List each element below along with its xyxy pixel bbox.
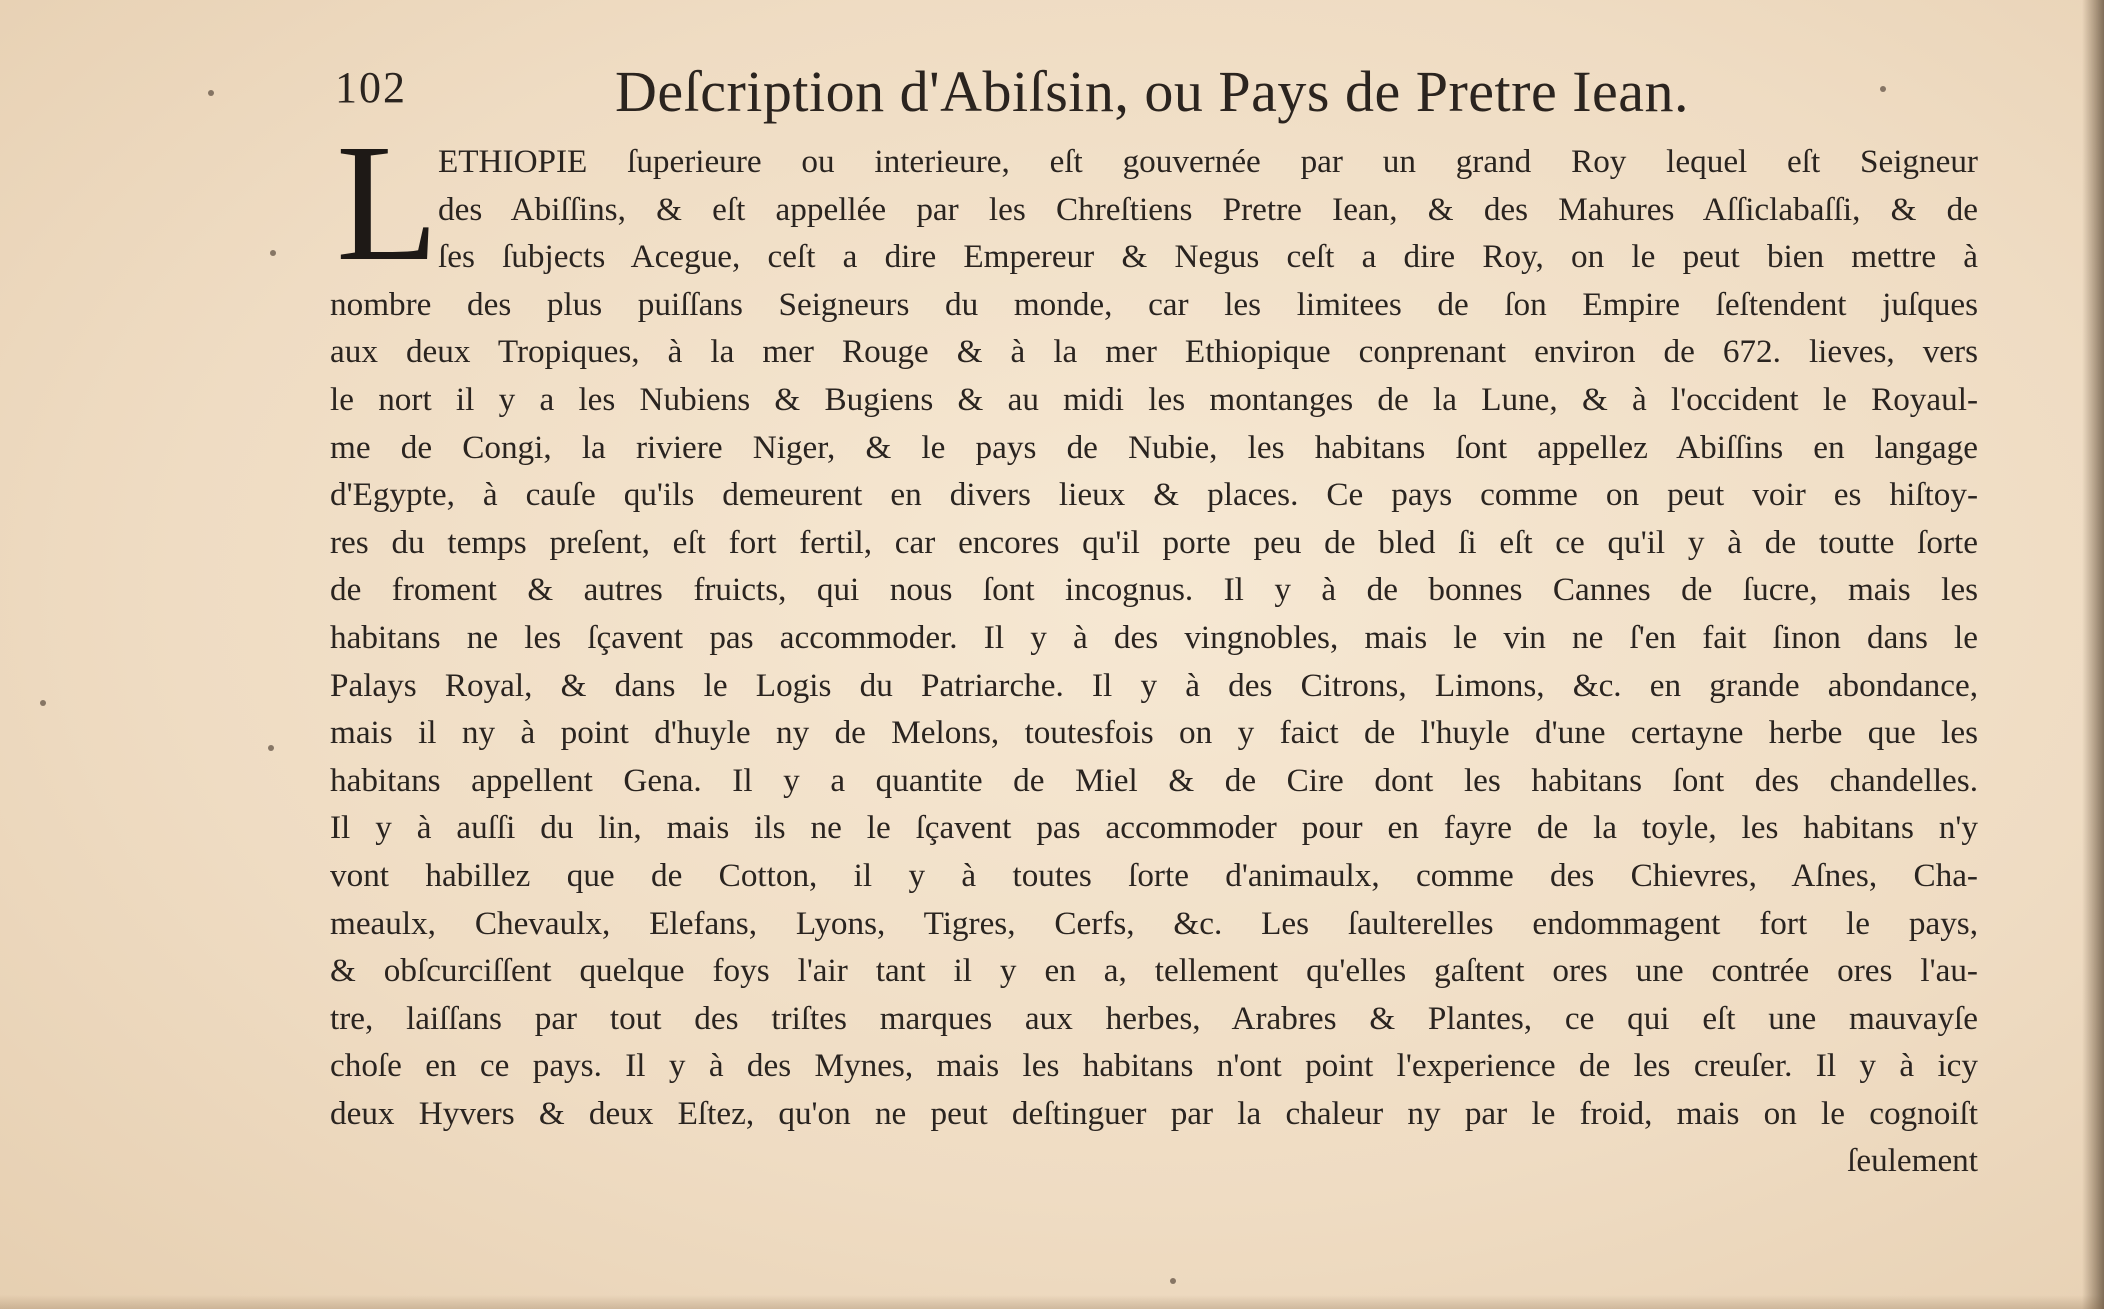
text-line: d'Egypte, à cauſe qu'ils demeurent en divers lieux & places. Ce pays comme on peut voir es hiſtoy- [330,476,1978,514]
text-line: habitans appellent Gena. Il y a quantite de Miel & de Cire dont les habitans ſont des chandelles. [330,761,1978,799]
catchword: ſeulement [1847,1142,1978,1180]
page-header [335,58,1835,128]
text-line: me de Congi, la riviere Niger, & le pays de Nubie, les habitans ſont appellez Abiſſins en langage [330,428,1978,466]
text-line: choſe en ce pays. Il y à des Mynes, mais les habitans n'ont point l'experience de les creuſer. Il y à icy [330,1047,1978,1085]
text-line: aux deux Tropiques, à la mer Rouge & à la mer Ethiopique conprenant environ de 672. lieves, vers [330,333,1978,371]
text-line: habitans ne les ſçavent pas accommoder. Il y à des vingnobles, mais le vin ne ſ'en fait ſinon dans le [330,618,1978,656]
text-line: nombre des plus puiſſans Seigneurs du monde, car les limitees de ſon Empire ſeſtendent juſques [330,285,1978,323]
body-text [330,138,1978,1185]
text-line: vont habillez que de Cotton, il y à toutes ſorte d'animaulx, comme des Chievres, Aſnes, Cha- [330,856,1978,894]
text-line: Palays Royal, & dans le Logis du Patriarche. Il y à des Citrons, Limons, &c. en grande abondance, [330,666,1978,704]
page-bottom-edge [0,1295,2104,1309]
text-line: meaulx, Chevaulx, Elefans, Lyons, Tigres, Cerfs, &c. Les ſaulterelles endommagent fort le pays, [330,904,1978,942]
page-number: 102 [335,63,407,112]
page-gutter-shadow [2082,0,2104,1309]
paper-speck [270,250,276,256]
text-line: & obſcurciſſent quelque foys l'air tant il y en a, tellement qu'elles gaſtent ores une contrée ores l'au- [330,952,1978,990]
text-line: des Abiſſins, & eſt appellée par les Chreſtiens Pretre Iean, & des Mahures Aſſiclabaſſi, & de [438,190,1978,228]
text-line: res du temps preſent, eſt fort fertil, car encores qu'il porte peu de bled ſi eſt ce qu'il y à de toutte ſorte [330,523,1978,561]
text-line: ETHIOPIE ſuperieure ou interieure, eſt gouvernée par un grand Roy lequel eſt Seigneur [438,143,1978,180]
text-line: Il y à auſſi du lin, mais ils ne le ſçavent pas accommoder pour en fayre de la toyle, les habitans n'y [330,809,1978,847]
text-line: deux Hyvers & deux Eſtez, qu'on ne peut deſtinguer par la chaleur ny par le froid, mais on le cognoiſt [330,1094,1978,1132]
paper-speck [40,700,46,706]
drop-cap-initial: L [336,110,439,296]
paper-speck [268,745,274,751]
text-line: le nort il y a les Nubiens & Bugiens & au midi les montanges de la Lune, & à l'occident le Royaul- [330,380,1978,418]
paper-speck [208,90,214,96]
paper-speck [1170,1278,1176,1284]
text-line: tre, laiſſans par tout des triſtes marques aux herbes, Arabres & Plantes, ce qui eſt une mauvayſe [330,999,1978,1037]
text-line: ſes ſubjects Acegue, ceſt a dire Empereur & Negus ceſt a dire Roy, on le peut bien mettre à [438,238,1978,276]
running-title: Deſcription d'Abiſsin, ou Pays de Pretre Iean. [615,59,1689,124]
text-line: mais il ny à point d'huyle ny de Melons, toutesfois on y faict de l'huyle d'une certayne herbe que les [330,714,1978,752]
text-line: de froment & autres fruicts, qui nous ſont incognus. Il y à de bonnes Cannes de ſucre, mais les [330,571,1978,609]
paper-speck [1880,86,1886,92]
